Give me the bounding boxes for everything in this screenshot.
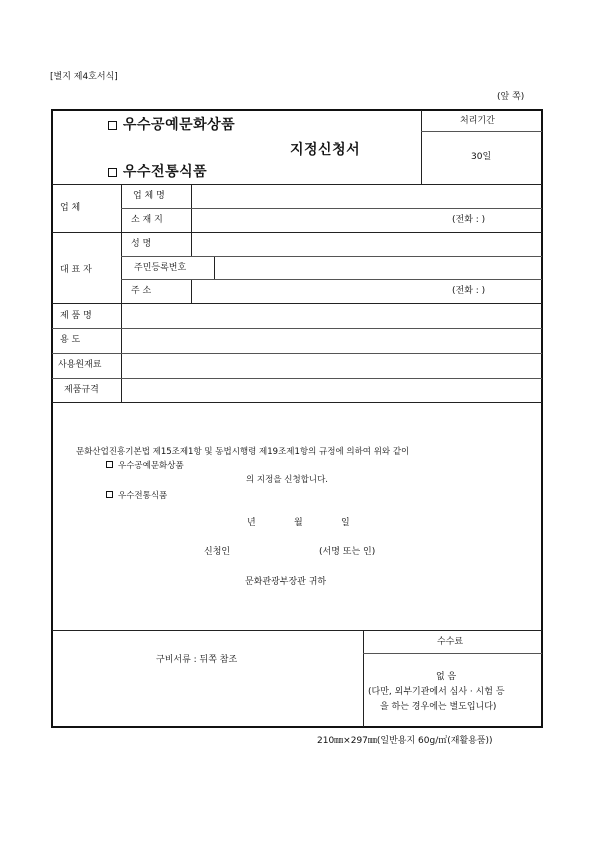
product-name-label: 제 품 명 [60,311,92,321]
resident-no-label: 주민등록번호 [134,263,187,273]
company-name-label: 업 체 명 [133,191,165,201]
footer-divider [363,631,364,727]
resident-no-field[interactable] [215,257,542,279]
date-year-label: 년 [247,518,256,528]
fee-note-line2: 을 하는 경우에는 별도입니다) [380,702,497,712]
header-divider [421,110,422,184]
title-option-crafts: 우수공예문화상품 [108,118,235,132]
header-bottom-line [52,184,542,185]
statement-food-checkbox[interactable] [106,491,113,498]
required-documents-label: 구비서류 : 뒤쪽 참조 [156,655,238,665]
fee-divider [363,653,542,654]
company-address-field[interactable] [192,209,432,231]
processing-period-label: 처리기간 [460,116,495,126]
applicant-signature-field[interactable] [240,544,314,558]
request-text: 의 지정을 신청합니다. [246,475,329,485]
food-checkbox[interactable] [108,168,117,177]
product-bottom-line [52,402,542,403]
company-phone-label: (전화 : ) [452,215,486,225]
crafts-checkbox[interactable] [108,121,117,130]
period-divider [421,131,542,132]
page-side-label: (앞 쪽) [497,92,525,102]
title-option-food: 우수전통식품 [108,165,207,179]
date-day-label: 일 [341,518,350,528]
fee-value: 없 음 [436,672,457,682]
product-name-field[interactable] [122,304,542,327]
product-materials-field[interactable] [122,354,542,377]
product-use-field[interactable] [122,329,542,352]
statement-option-food: 우수전통식품 [106,491,167,501]
date-month-label: 월 [294,518,303,528]
applicant-label: 신청인 [204,547,231,557]
fee-label: 수수료 [437,637,464,647]
fee-note-line1: (다만, 외부기관에서 심사 · 시험 등 [368,687,505,697]
company-section-label: 업 체 [60,203,81,213]
company-name-field[interactable] [192,186,542,207]
representative-section-label: 대 표 자 [60,265,92,275]
product-materials-label: 사용원재료 [58,360,102,370]
statement-crafts-checkbox[interactable] [106,461,113,468]
representative-address-label: 주 소 [131,286,152,296]
representative-address-field[interactable] [192,280,432,302]
statement-option-crafts: 우수공예문화상품 [106,461,184,471]
footer-top-line [52,630,542,631]
representative-name-field[interactable] [192,233,542,255]
form-title: 지정신청서 [290,142,361,158]
product-spec-label: 제품규격 [64,385,99,395]
representative-phone-label: (전화 : ) [452,286,486,296]
representative-name-label: 성 명 [131,239,152,249]
signature-label: (서명 또는 인) [319,547,376,557]
paper-spec: 210㎜×297㎜(일반용지 60g/㎡(재활용품)) [317,736,493,746]
form-number: [별지 제4호서식] [50,72,118,82]
product-spec-field[interactable] [122,379,542,402]
company-address-label: 소 재 지 [131,215,163,225]
processing-period-value: 30일 [471,152,492,162]
statement-text: 문화산업진흥기본법 제15조제1항 및 동법시행령 제19조제1항의 규정에 의하여 위와 같이 [76,447,410,457]
addressee-text: 문화관광부장관 귀하 [245,577,327,587]
product-use-label: 용 도 [60,335,81,345]
